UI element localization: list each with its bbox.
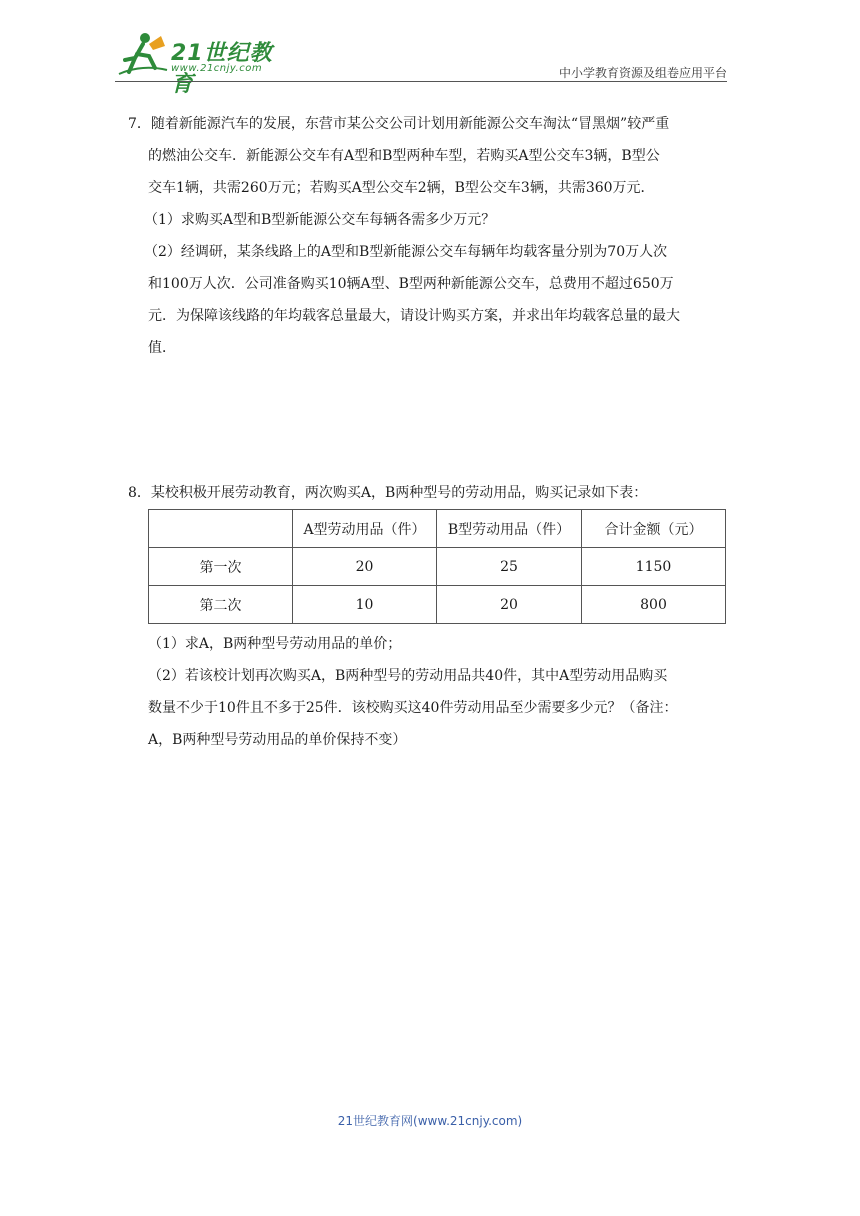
runner-icon [115, 30, 169, 78]
q8-part-2-line-3: A，B两种型号劳动用品的单价保持不变） [148, 732, 407, 748]
q7-part-2-line-4: 值． [148, 340, 176, 356]
page-footer[interactable]: 21世纪教育网(www.21cnjy.com) [337, 1114, 523, 1128]
q8-part-1: （1）求A，B两种型号劳动用品的单价； [148, 636, 402, 652]
table-row [149, 586, 726, 624]
q7-part-2-line-1: （2）经调研，某条线路上的A型和B型新能源公交车每辆年均载客量分别为70万人次 [144, 244, 668, 260]
table-cell: 20 [437, 586, 582, 624]
question-7 [128, 108, 734, 364]
q7-part-1: （1）求购买A型和B型新能源公交车每辆各需多少万元？ [144, 212, 496, 228]
q7-part-2-line-3: 元．为保障该线路的年均载客总量最大，请设计购买方案，并求出年均载客总量的最大 [148, 308, 680, 324]
logo-url: www.21cnjy.com [171, 63, 263, 74]
table-header-cell [149, 510, 293, 548]
logo-text: 21世纪教育 [171, 41, 273, 97]
header-divider [115, 81, 727, 82]
q8-part-2-line-2: 数量不少于10件且不多于25件．该校购买这40件劳动用品至少需要多少元？（备注： [148, 700, 678, 716]
q7-line-3: 交车1辆，共需260万元；若购买A型公交车2辆，B型公交车3辆，共需360万元． [148, 180, 655, 196]
page-header [115, 30, 727, 97]
table-cell: 1150 [582, 548, 726, 586]
table-cell: 第一次 [149, 548, 293, 586]
q7-part-2-line-2: 和100万人次．公司准备购买10辆A型、B型两种新能源公交车，总费用不超过650万 [148, 276, 674, 292]
question-8-parts [148, 628, 734, 756]
table-header-row [149, 510, 726, 548]
site-logo[interactable] [115, 30, 295, 97]
table-header-cell: A型劳动用品（件） [293, 510, 437, 548]
table-cell: 25 [437, 548, 582, 586]
q7-line-2: 的燃油公交车．新能源公交车有A型和B型两种车型，若购买A型公交车3辆，B型公 [148, 148, 660, 164]
question-8 [128, 477, 734, 509]
q8-intro: 8．某校积极开展劳动教育，两次购买A，B两种型号的劳动用品，购买记录如下表： [128, 485, 648, 501]
q8-part-2-line-1: （2）若该校计划再次购买A，B两种型号的劳动用品共40件，其中A型劳动用品购买 [148, 668, 668, 684]
table-header-cell: B型劳动用品（件） [437, 510, 582, 548]
table-cell: 10 [293, 586, 437, 624]
purchase-table [148, 509, 726, 624]
table-header-cell: 合计金额（元） [582, 510, 726, 548]
table-cell: 20 [293, 548, 437, 586]
table-row [149, 548, 726, 586]
header-platform-text: 中小学教育资源及组卷应用平台 [558, 66, 727, 80]
table-cell: 第二次 [149, 586, 293, 624]
table-cell: 800 [582, 586, 726, 624]
q7-line-1: 7．随着新能源汽车的发展，东营市某公交公司计划用新能源公交车淘汰“冒黑烟”较严重 [128, 116, 670, 132]
